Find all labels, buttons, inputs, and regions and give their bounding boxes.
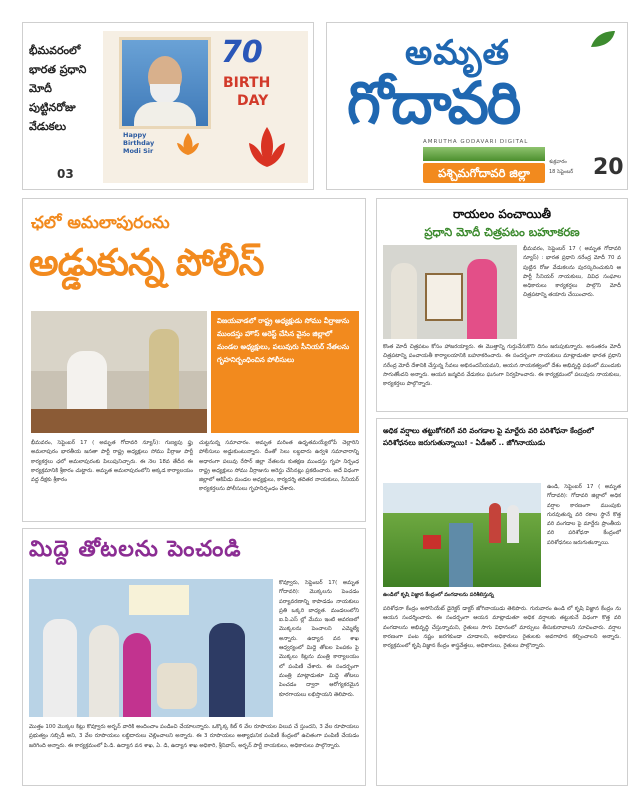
field-photo bbox=[423, 147, 545, 161]
masthead bbox=[326, 22, 628, 190]
photo-banner bbox=[129, 585, 189, 615]
photo-wall bbox=[31, 311, 207, 371]
cake-birthday: Birthday bbox=[123, 139, 155, 147]
story-garden-body-right: కొవ్వూరు, సెప్టెంబర్ 17( అమృత గోదావరి): మొక్కలను పెంచడం పర్యావరణాన్ని కాపాడడం నాయకులు ప్రతి ఒక్కరి బాధ్యత. మండలంలోని ఐ.పి.ఎస్ ల్లో మేము ఇంటి ఆవరణలో మొక్కలను పెంచాలని ఎమ్మెల్యే అన్నారు. ఉద్యాన వన శాఖ ఆధ్వర్యంలో మిద్దె తోటల పెంపకం పై మొక్కలు కిట్లను మంత్రి కార్యాలయం లో పంపిణీ చేశారు. ఈ సందర్భంగా మంత్రి మాట్లాడుతూ మిద్దె తోటలు పెంచడం ద్వారా ఆరోగ్యకరమైన కూరగాయలు లభిస్తాయని తెలిపారు. bbox=[279, 580, 359, 698]
cake-birth: BIRTH bbox=[223, 75, 271, 91]
story-gift-body-full: కొంత మోదీ చిత్రపటం కోసం హాజరయ్యారు. ఈ మొత్తాన్ని గుర్తుచేసుకొని దినం జరుపుకున్నారు. అనంతరం మోదీ చిత్రపటాన్ని పంచాయతీ కార్యాలయానికి బహూకరించారు. ఈ సందర్భంగా నాయకులు మాట్లాడుతూ భారత ప్రధాని నరేంద్ర మోదీ దేశానికి చేస్తున్న సేవలు అభినందనీయమని, ఆయన నాయకత్వంలో దేశం అభివృద్ధి పథంలో ముందుకు సాగుతోందని అన్నారు. ఆయన జన్మదిన వేడుకలు ఘనంగా నిర్వహించారు. ఈ కార్యక్రమంలో పలువురు నాయకులు, కార్యకర్తలు పాల్గొన్నారు. bbox=[383, 344, 621, 388]
page-number: 03 bbox=[57, 167, 74, 181]
story-police-highlight: విజయవాడలో రాష్ట్ర అధ్యక్షుడు సోము వీర్రాజును ముందస్తు హౌస్ అరెస్ట్ చేసిన వైనం జిల్లాలో మండల అధ్యక్షులు, పలువురు సీనియర్ నేతలను గృహనిర్బంధించిన పోలీసులు bbox=[211, 311, 359, 433]
story-police-kicker: ఛలో అమలాపురంను bbox=[31, 213, 170, 233]
teaser-line: భీమవరంలో bbox=[29, 44, 81, 57]
cake-portrait bbox=[119, 37, 211, 129]
story-police bbox=[22, 198, 366, 522]
photo-portrait-frame bbox=[425, 273, 463, 321]
story-garden-photo bbox=[29, 579, 273, 717]
story-police-photo bbox=[31, 311, 207, 433]
story-garden-headline: మిద్దె తోటలను పెంచండి bbox=[29, 537, 242, 562]
masthead-digital: AMRUTHA GODAVARI DIGITAL bbox=[423, 139, 529, 145]
teaser-panel bbox=[22, 22, 314, 190]
teaser-line: వేడుకలు bbox=[29, 120, 67, 133]
story-police-body-right: చుట్టనున్న సమాచారం. అమృత మరింత ఉధృతమయ్యేలోపే చెల్లారిని పోలీసులు అడ్డుకుంటున్నారు. దీంతో సెలు లబ్ధదారు ఉర్వశి సమాచారాన్ని అధారంగా పలువు రేసార్ జిల్లా నేతలను కుతక్షణ ముందస్తు గృహ నిర్బంధ రాష్ట్ర అధ్యక్షులు సోము వీర్రాజును అరెస్టు చేసినట్లు ప్రకటించారు. అదే విధంగా జిల్లాలో ఆకివీడు మండల అధ్యక్షులు, కార్యదర్శి తదితర నాయకులు, సీనియర్ కార్యకర్తలను పోలీసులు గృహనిర్బంధం చేశారు. bbox=[199, 440, 359, 493]
masthead-leaf-icon bbox=[589, 29, 617, 49]
masthead-date bbox=[549, 155, 625, 183]
photo-sack bbox=[157, 663, 197, 709]
district-name: పశ్చిమగోదావరి జిల్లా bbox=[438, 166, 530, 180]
district-band bbox=[423, 163, 545, 183]
teaser-text bbox=[29, 41, 109, 136]
photo-man-seated bbox=[67, 351, 107, 413]
photo-water bbox=[449, 523, 473, 587]
story-gift-headline: ప్రధాని మోదీ చిత్రపటం బహూకరణ bbox=[424, 225, 580, 239]
masthead-godavari: గోదావరి bbox=[347, 69, 520, 137]
story-paddy-headline: అధిక వర్షాలు తట్టుకోగలిగే వరి వంగడాల పై మార్టేరు వరి పరిశోధనా కేంద్రంలో పరిశోధనలు జరుగుతున్నాయి! - ఏడీఆర్ .. జోగినాయుడు bbox=[383, 426, 594, 447]
story-paddy-body-full: పరిశోధనా కేంద్రం అసోసియేట్ డైరెక్టర్ డాక్టర్ జోగినాయుడు తెలిపారు. గురువారం ఉండి లో కృషి విజ్ఞాన కేంద్రం ను ఆయన సందర్శించారు. ఈ సందర్భంగా ఆయన మాట్లాడుతూ అధిక వర్షాలకు తట్టుకునే విధంగా కొత్త వరి వంగడాలను అభివృద్ధి చేస్తున్నామని, రైతులు సాగు విధానంలో మార్పులు తీసుకురావాలని సూచించారు. వర్షాల కారణంగా పంట నష్టం జరగకుండా చూడాలని, అధికారులు రైతులకు అవగాహన కల్పించాలని అన్నారు. కార్యక్రమంలో కృషి విజ్ఞాన కేంద్రం శాస్త్రవేత్తలు, అధికారులు, రైతులు పాల్గొన్నారు. bbox=[383, 606, 621, 650]
portrait-beard bbox=[150, 84, 180, 104]
cake-lotus-icon bbox=[173, 129, 203, 159]
story-paddy-research bbox=[376, 418, 628, 786]
teaser-line: భారత ప్రధాని bbox=[29, 63, 87, 76]
story-terrace-garden bbox=[22, 528, 366, 786]
story-paddy-body-right: ఉండి, సెప్టెంబర్ 17 ( అమృత గోదావరి): గోదావరి జిల్లాలో అధిక వర్షాల కారణంగా ముంపుకు గురవుతున్న వరి రకాల స్థానే కొత్త వరి వంగడాల పై మార్టేరు ప్రాంతీయ వరి పరిశోధనా కేంద్రంలో పరిశోధనలు జరుగుతున్నాయి. bbox=[547, 484, 621, 546]
photo-officer-2 bbox=[507, 505, 519, 543]
portrait-body bbox=[134, 102, 196, 126]
date-month: 18 సెప్టెంబర్ bbox=[549, 169, 574, 175]
story-paddy-caption: ఉండిలో కృషి విజ్ఞాన కేంద్రంలో వంగడాలను పరిశీలిస్తున్న bbox=[383, 592, 494, 598]
birthday-cake-photo bbox=[103, 31, 308, 183]
cake-happy: Happy bbox=[123, 131, 147, 139]
photo-person-1 bbox=[43, 619, 77, 717]
photo-person-4 bbox=[209, 623, 245, 717]
photo-table bbox=[31, 409, 207, 433]
story-gift-photo bbox=[383, 245, 517, 339]
masthead-amrutha: అమృత bbox=[405, 33, 510, 73]
photo-person-left bbox=[391, 263, 417, 339]
story-portrait-gift bbox=[376, 198, 628, 412]
photo-officer-1 bbox=[489, 503, 501, 543]
teaser-line: పుట్టినరోజు bbox=[29, 101, 76, 114]
photo-person-3 bbox=[123, 633, 151, 717]
story-gift-body-right: భీమవరం, సెప్టెంబర్ 17 ( అమృత గోదావరి న్యూస్) : భారత ప్రధాని నరేంద్ర మోదీ 70 వ పుట్టిన రోజు వేడుకలను పురస్కరించుకుని ఆ పార్టీ సీనియర్ నాయకులు, వివిధ సంఘాల అధికారులు కార్యకర్తలు పాల్గొని మోదీ చిత్రపటాన్ని తయారు చేయించారు. bbox=[523, 246, 621, 299]
story-police-body-left: భీమవరం, సెప్టెంబర్ 17 ( అమృత గోదావరి న్యూస్): గుణ్యపు ఫ్తు అమలాపురం భారతీయ జనతా పార్టీ రాష్ట్ర అధ్యక్షులు సోము వీర్రాజు పార్టీ కార్యకర్తలు ఛలో అమలాపురంకు పిలుపునిచ్చారు. ఈ నెల 18వ తేదీన ఈ కార్యక్రమానికి శ్రీకారం చుట్టారు. అమృత అమలాపురంలోని అక్కడ కార్యాలయం వద్ద దీక్షకు శ్రీకారం bbox=[31, 440, 193, 484]
story-gift-kicker: రాయలం పంచాయితీ bbox=[452, 207, 552, 221]
story-garden-body-bottom: మొత్తం 100 మొక్కల కిట్లు కొవ్వూరు అర్బన్ వారికి అందించాం పండించి చేయాలన్నారు. ఒక్కొక్క కిట్ 6 వేల రూపాయల విలువ చే స్తుందని, 3 వేల రూపాయలు ప్రభుత్వం సబ్సిడీ అని, 3 వేల రూపాయలు లబ్ధిదారులు చెల్లించాలని అన్నారు. ఈ 3 రూపాయలు అత్యాధునిక పంపిణీ కేంద్రంలో ఉచితంగా పంపిణీ చేయడం జరిగింది అన్నారు. ఈ కార్యక్రమంలో పి.డి. ఉద్యాన వన శాఖ, ఏ. డి, ఉద్యాన శాఖ అధికారి, శ్రీనివాస్, అర్బన్ పార్టీ నాయకులు, అధికారులు పాల్గొన్నారు. bbox=[29, 724, 359, 749]
cake-big-70: 70 bbox=[221, 35, 263, 70]
date-day: శుక్రవారం bbox=[549, 159, 567, 165]
story-paddy-photo bbox=[383, 483, 541, 587]
photo-person-2 bbox=[89, 625, 119, 717]
cake-modi: Modi Sir bbox=[123, 147, 154, 155]
cake-day: DAY bbox=[237, 93, 269, 109]
story-police-headline: అడ్డుకున్న పోలీస్ bbox=[29, 241, 264, 284]
photo-signboard bbox=[423, 535, 441, 549]
photo-person-right bbox=[467, 259, 497, 339]
date-big: 20 bbox=[593, 155, 624, 180]
cake-flower-icon bbox=[245, 123, 289, 173]
teaser-line: మోదీ bbox=[29, 82, 52, 95]
